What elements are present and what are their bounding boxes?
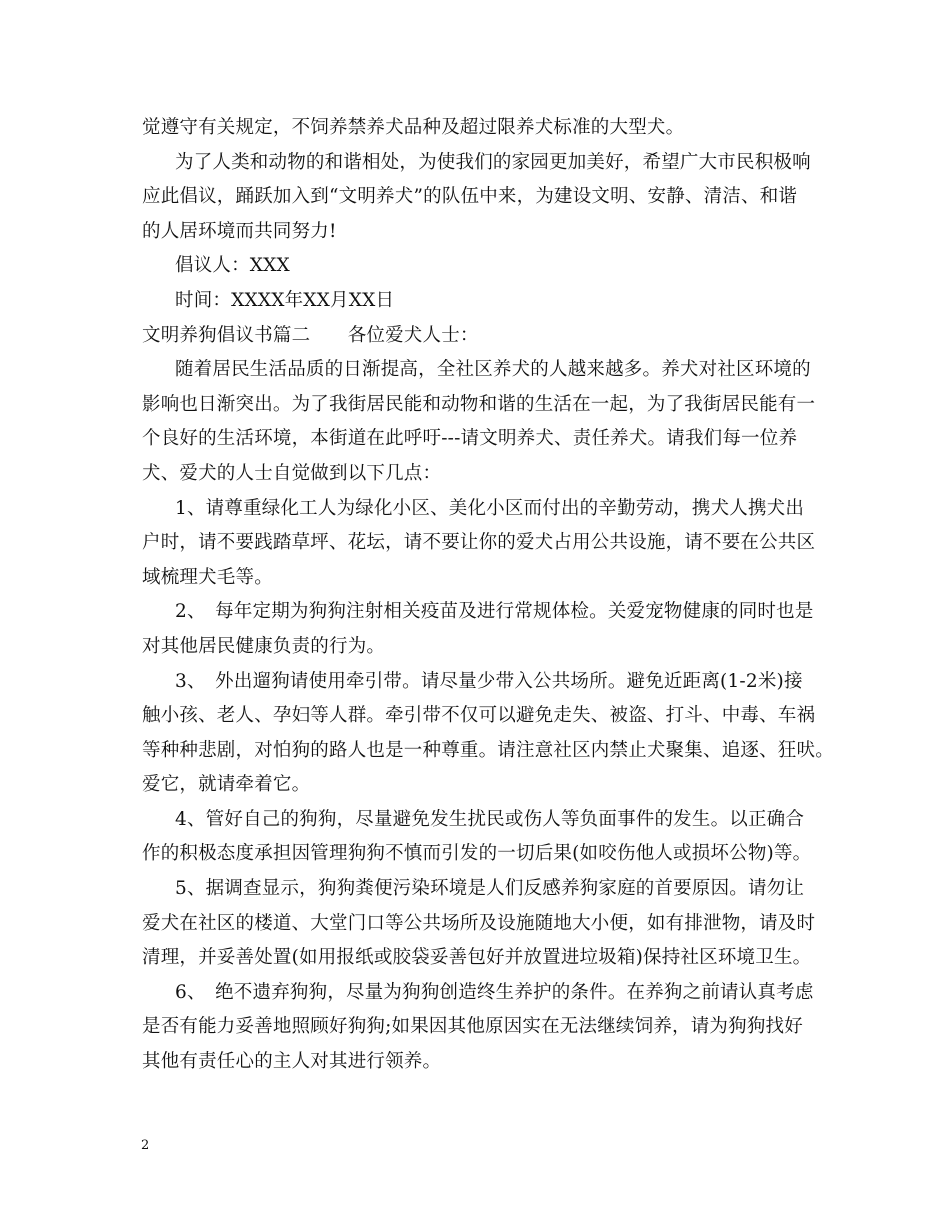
text-line: 觉遵守有关规定，不饲养禁养犬品种及超过限养犬标准的大型犬。 <box>142 117 685 138</box>
text-line: 5、据调查显示，狗狗粪便污染环境是人们反感养狗家庭的首要原因。请勿让 <box>175 878 805 900</box>
text-line: 应此倡议，踊跃加入到“文明养犬”的队伍中来，为建设文明、安静、清洁、和谐 <box>142 186 798 208</box>
text-line: 触小孩、老人、孕妇等人群。牵引带不仅可以避免走失、被盗、打斗、中毒、车祸 <box>142 705 816 727</box>
text-line: 等种种悲剧，对怕狗的路人也是一种尊重。请注意社区内禁止犬聚集、追逐、狂吠。 <box>142 739 834 761</box>
text-line: 个良好的生活环境，本街道在此呼吁---请文明养犬、责任养犬。请我们每一位养 <box>142 428 798 450</box>
text-line: 4、管好自己的狗狗，尽量避免发生扰民或伤人等负面事件的发生。以正确合 <box>175 808 805 830</box>
text-line: 倡议人：XXX <box>175 255 290 277</box>
text-line: 2、 每年定期为狗狗注射相关疫苗及进行常规体检。关爱宠物健康的同时也是 <box>175 601 814 623</box>
text-line: 是否有能力妥善地照顾好狗狗;如果因其他原因实在无法继续饲养，请为狗狗找好 <box>142 1016 803 1038</box>
text-line: 域梳理犬毛等。 <box>142 566 273 588</box>
text-line: 的人居环境而共同努力! <box>142 220 337 242</box>
text-line: 对其他居民健康负责的行为。 <box>142 635 386 657</box>
text-line: 1、请尊重绿化工人为绿化小区、美化小区而付出的辛勤劳动，携犬人携犬出 <box>175 497 805 519</box>
text-line: 3、 外出遛狗请使用牵引带。请尽量少带入公共场所。避免近距离(1-2米)接 <box>175 670 803 692</box>
text-line: 爱它，就请牵着它。 <box>142 774 311 796</box>
text-line: 爱犬在社区的楼道、大堂门口等公共场所及设施随地大小便，如有排泄物，请及时 <box>142 912 816 934</box>
text-line: 作的积极态度承担因管理狗狗不慎而引发的一切后果(如咬伤他人或损坏公物)等。 <box>142 843 812 865</box>
text-line: 随着居民生活品质的日渐提高，全社区养犬的人越来越多。养犬对社区环境的 <box>175 359 811 381</box>
text-line: 6、 绝不遗弃狗狗，尽量为狗狗创造终生养护的条件。在养狗之前请认真考虑 <box>175 981 814 1003</box>
text-line: 犬、爱犬的人士自觉做到以下几点： <box>142 462 442 484</box>
text-line: 影响也日渐突出。为了我街居民能和动物和谐的生活在一起，为了我街居民能有一 <box>142 393 816 415</box>
text-line: 户时，请不要践踏草坪、花坛，请不要让你的爱犬占用公共设施，请不要在公共区 <box>142 532 816 554</box>
document-body <box>142 111 834 1080</box>
text-line: 文明养狗倡议书篇二 各位爱犬人士： <box>142 324 479 346</box>
text-line: 清理，并妥善处置(如用报纸或胶袋妥善包好并放置进垃圾箱)保持社区环境卫生。 <box>142 947 812 969</box>
text-line: 时间：XXXX年XX月XX日 <box>175 289 395 311</box>
text-line: 其他有责任心的主人对其进行领养。 <box>142 1051 442 1073</box>
text-line: 为了人类和动物的和谐相处，为使我们的家园更加美好，希望广大市民积极响 <box>175 151 811 173</box>
page-number: 2 <box>141 1138 150 1153</box>
